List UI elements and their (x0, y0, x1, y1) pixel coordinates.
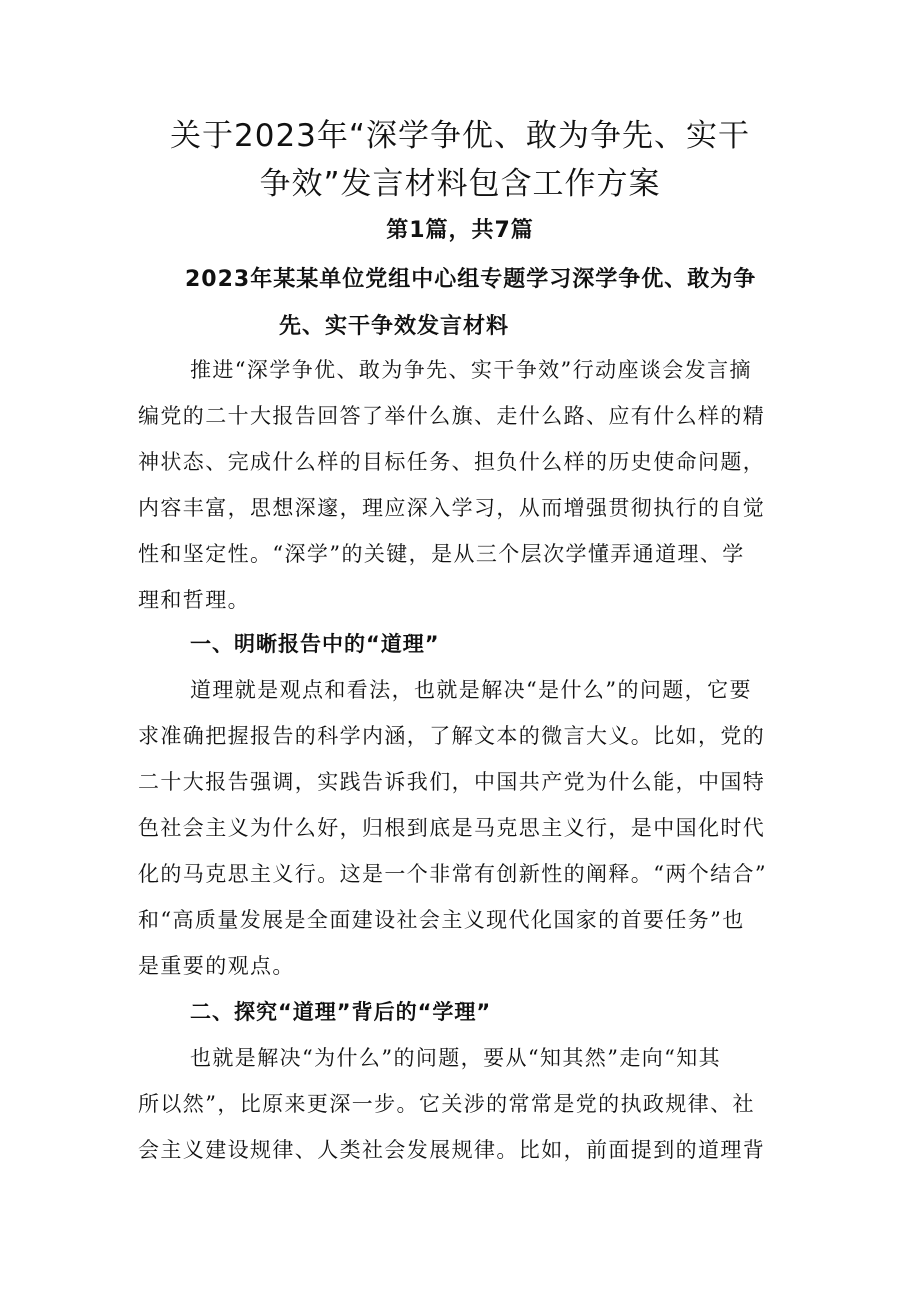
intro-line: 内容丰富，思想深邃，理应深入学习，从而增强贯彻执行的自觉 (138, 496, 766, 520)
section-2-line: 也就是解决“为什么”的问题，要从“知其然”走向“知其 (190, 1046, 722, 1070)
intro-line: 编党的二十大报告回答了举什么旗、走什么路、应有什么样的精 (138, 404, 766, 428)
section-1-line: 二十大报告强调，实践告诉我们，中国共产党为什么能，中国特 (138, 770, 766, 794)
article-counter: 第1篇，共7篇 (386, 218, 534, 243)
section-2-line: 会主义建设规律、人类社会发展规律。比如，前面提到的道理背 (138, 1138, 766, 1162)
section-1-line: 色社会主义为什么好，归根到底是马克思主义行，是中国化时代 (138, 816, 766, 840)
section-1-line: 和“高质量发展是全面建设社会主义现代化国家的首要任务”也 (138, 908, 745, 932)
intro-line: 理和哲理。 (138, 588, 250, 612)
article-title-line-1: 2023年某某单位党组中心组专题学习深学争优、敢为争 (185, 267, 757, 292)
intro-line: 推进“深学争优、敢为争先、实干争效”行动座谈会发言摘 (190, 358, 752, 382)
section-2-line: 所以然”，比原来更深一步。它关涉的常常是党的执政规律、社 (138, 1092, 755, 1116)
article-title-line-2: 先、实干争效发言材料 (279, 314, 510, 339)
section-1-heading: 一、明晰报告中的“道理” (190, 632, 440, 656)
section-1-line: 道理就是观点和看法，也就是解决“是什么”的问题，它要 (190, 678, 752, 702)
section-1-line: 求准确把握报告的科学内涵，了解文本的微言大义。比如，党的 (138, 724, 766, 748)
document-title-line-2: 争效”发言材料包含工作方案 (259, 166, 661, 202)
section-2-heading: 二、探究“道理”背后的“学理” (190, 1000, 492, 1024)
intro-line: 性和坚定性。“深学”的关键，是从三个层次学懂弄通道理、学 (138, 542, 745, 566)
section-1-line: 化的马克思主义行。这是一个非常有创新性的阐释。“两个结合” (138, 862, 768, 886)
intro-line: 神状态、完成什么样的目标任务、担负什么样的历史使命问题， (138, 450, 766, 474)
section-1-line: 是重要的观点。 (138, 954, 295, 978)
document-title-line-1: 关于2023年“深学争优、敢为争先、实干 (170, 118, 750, 154)
